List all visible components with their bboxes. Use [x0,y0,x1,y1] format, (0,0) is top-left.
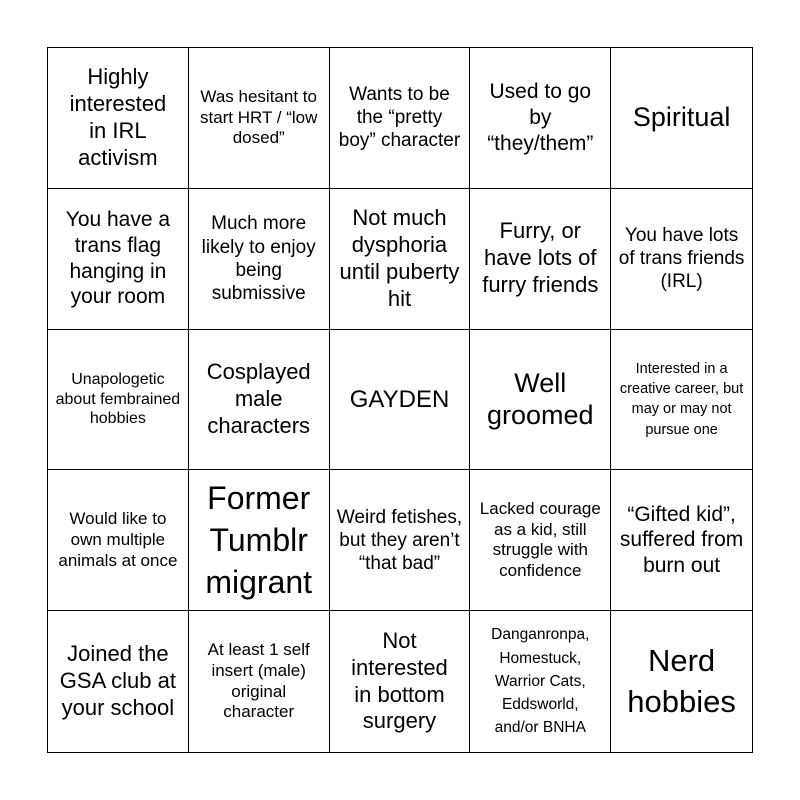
bingo-cell [611,611,752,752]
bingo-cell-text: At least 1 self insert (male) original character [207,640,310,722]
bingo-cell [611,48,752,189]
bingo-cell [189,330,330,471]
bingo-cell-text: Nerd hobbies [627,642,736,719]
bingo-cell [611,330,752,471]
bingo-cell [330,189,471,330]
bingo-cell-text: Would like to own multiple animals at once [58,509,178,570]
bingo-cell [48,189,189,330]
bingo-cell-text: Joined the GSA club at your school [59,641,176,720]
bingo-cell [330,611,471,752]
bingo-cell [189,48,330,189]
bingo-cell-text: “Gifted kid”, suffered from burn out [619,502,744,578]
bingo-cell [48,470,189,611]
bingo-cell-text: Cosplayed male characters [206,359,311,438]
bingo-cell [470,330,611,471]
bingo-cell-text: GAYDEN [349,385,450,413]
bingo-cell [611,470,752,611]
bingo-cell-text: Interested in a creative career, but may or may not pursue one [619,360,744,438]
bingo-cell [48,48,189,189]
bingo-cell [330,48,471,189]
bingo-cell [330,330,471,471]
bingo-cell-text: You have lots of trans friends (IRL) [618,224,745,293]
bingo-board [47,47,753,753]
bingo-cell [189,470,330,611]
bingo-cell [470,611,611,752]
bingo-cell [48,611,189,752]
bingo-cell [48,330,189,471]
bingo-cell [470,189,611,330]
bingo-cell-text: Well groomed [487,367,594,431]
bingo-cell-text: You have a trans flag hanging in your room [65,208,171,309]
bingo-cell-text: Highly interested in IRL activism [69,64,167,170]
bingo-cell-text: Much more likely to enjoy being submissive [201,213,316,304]
bingo-cell [330,470,471,611]
bingo-cell-text: Not much dysphoria until puberty hit [339,205,460,311]
bingo-cell-text: Weird fetishes, but they aren’t “that bad” [336,506,463,574]
bingo-cell [189,611,330,752]
bingo-cell-text: Was hesitant to start HRT / “low dosed” [199,86,318,148]
bingo-cell-text: Unapologetic about fembrained hobbies [55,371,181,428]
bingo-cell-text: Wants to be the “pretty boy” character [338,84,461,152]
bingo-cell-text: Furry, or have lots of furry friends [482,218,599,298]
bingo-cell [189,189,330,330]
bingo-cell-text: Former Tumblr migrant [205,479,313,601]
bingo-cell [470,48,611,189]
bingo-cell-text: Spiritual [632,102,731,133]
bingo-cell-text: Danganronpa, Homestuck, Warrior Cats, Eddsworld, and/or BNHA [491,626,590,737]
bingo-cell [470,470,611,611]
bingo-cell-text: Used to go by “they/them” [487,80,594,155]
bingo-cell [611,189,752,330]
bingo-cell-text: Not interested in bottom surgery [351,627,448,734]
bingo-cell-text: Lacked courage as a kid, still struggle with confidence [479,498,601,581]
